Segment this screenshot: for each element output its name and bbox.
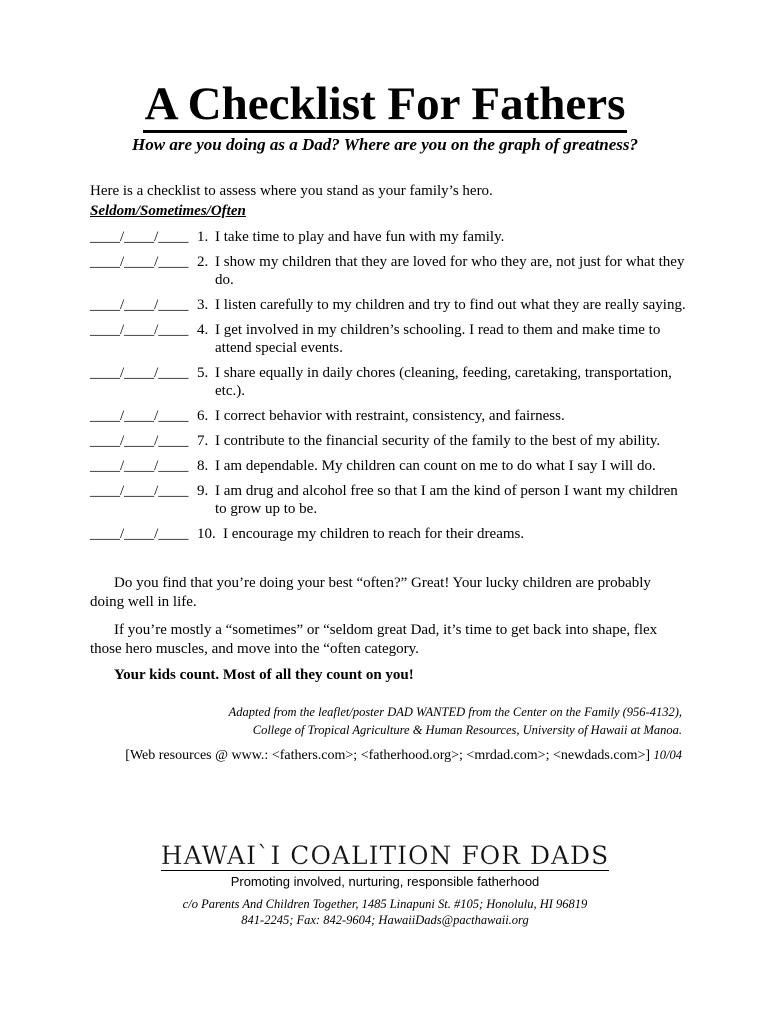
item-number: 3. bbox=[197, 297, 209, 313]
frequency-blanks[interactable]: ____/____/____ bbox=[90, 229, 189, 245]
credit-line-2: College of Tropical Agriculture & Human Resources, University of Hawaii at Manoa. bbox=[252, 723, 682, 737]
frequency-blanks[interactable]: ____/____/____ bbox=[90, 458, 189, 474]
frequency-blanks[interactable]: ____/____/____ bbox=[90, 322, 189, 338]
checklist-item bbox=[90, 228, 690, 246]
web-resources bbox=[125, 748, 682, 764]
web-date: 10/04 bbox=[653, 748, 682, 762]
item-number: 5. bbox=[197, 365, 209, 381]
item-text: I share equally in daily chores (cleaning, feeding, caretaking, transportation, etc.). bbox=[215, 365, 672, 399]
checklist-item bbox=[90, 321, 690, 357]
org-tagline: Promoting involved, nurturing, responsible fatherhood bbox=[230, 874, 540, 889]
credit-line-1: Adapted from the leaflet/poster DAD WANTED from the Center on the Family (956-4132), bbox=[228, 705, 682, 719]
frequency-blanks[interactable]: ____/____/____ bbox=[90, 483, 189, 499]
checklist-item bbox=[90, 296, 690, 314]
title-text: A Checklist For Fathers bbox=[143, 78, 628, 133]
frequency-legend: Seldom/Sometimes/Often bbox=[90, 203, 246, 219]
address-line-2: 841-2245; Fax: 842-9604; HawaiiDads@pacthawaii.org bbox=[241, 913, 529, 927]
item-text: I correct behavior with restraint, consistency, and fairness. bbox=[215, 408, 565, 424]
item-number: 4. bbox=[197, 322, 209, 338]
subtitle: How are you doing as a Dad? Where are you on the graph of greatness? bbox=[132, 135, 638, 154]
paragraph-often: Do you find that you’re doing your best “often?” Great! Your lucky children are probably doing well in life. bbox=[90, 575, 651, 610]
item-number: 1. bbox=[197, 229, 209, 245]
item-number: 6. bbox=[197, 408, 209, 424]
paragraph-kids-count: Your kids count. Most of all they count on you! bbox=[114, 667, 414, 683]
checklist-item bbox=[90, 364, 690, 400]
frequency-blanks[interactable]: ____/____/____ bbox=[90, 254, 189, 270]
frequency-blanks[interactable]: ____/____/____ bbox=[90, 433, 189, 449]
item-text: I take time to play and have fun with my family. bbox=[215, 229, 505, 245]
credit-block bbox=[229, 703, 682, 739]
item-text: I listen carefully to my children and try to find out what they are really saying. bbox=[215, 297, 686, 313]
checklist-item bbox=[90, 457, 690, 475]
item-number: 10. bbox=[197, 526, 216, 542]
checklist-item bbox=[90, 525, 690, 543]
paragraph-sometimes: If you’re mostly a “sometimes” or “seldom great Dad, it’s time to get back into shape, flex those hero muscles, and move into the “often category. bbox=[90, 622, 658, 657]
checklist-item bbox=[90, 482, 690, 518]
web-resources-text: [Web resources @ www.: <fathers.com>; <fatherhood.org>; <mrdad.com>; <newdads.com>] bbox=[125, 748, 651, 763]
frequency-blanks[interactable]: ____/____/____ bbox=[90, 408, 189, 424]
item-number: 2. bbox=[197, 254, 209, 270]
intro-text: Here is a checklist to assess where you stand as your family’s hero. bbox=[90, 183, 493, 199]
item-text: I am dependable. My children can count on me to do what I say I will do. bbox=[215, 458, 656, 474]
item-text: I am drug and alcohol free so that I am the kind of person I want my children to grow up to be. bbox=[215, 483, 678, 517]
checklist-item bbox=[90, 407, 690, 425]
item-number: 8. bbox=[197, 458, 209, 474]
item-text: I contribute to the financial security of the family to the best of my ability. bbox=[215, 433, 661, 449]
item-number: 7. bbox=[197, 433, 209, 449]
checklist-items bbox=[90, 228, 690, 550]
item-number: 9. bbox=[197, 483, 209, 499]
checklist-item bbox=[90, 432, 690, 450]
org-logo bbox=[0, 842, 770, 871]
item-text: I show my children that they are loved for who they are, not just for what they do. bbox=[215, 254, 685, 288]
page-title bbox=[0, 78, 770, 133]
frequency-blanks[interactable]: ____/____/____ bbox=[90, 365, 189, 381]
org-name: HAWAI`I COALITION FOR DADS bbox=[160, 841, 610, 870]
address-line-1: c/o Parents And Children Together, 1485 Linapuni St. #105; Honolulu, HI 96819 bbox=[182, 897, 588, 911]
item-text: I get involved in my children’s schooling. I read to them and make time to attend special events. bbox=[215, 322, 661, 356]
frequency-blanks[interactable]: ____/____/____ bbox=[90, 526, 189, 542]
frequency-blanks[interactable]: ____/____/____ bbox=[90, 297, 189, 313]
checklist-item bbox=[90, 253, 690, 289]
item-text: I encourage my children to reach for their dreams. bbox=[223, 526, 525, 542]
